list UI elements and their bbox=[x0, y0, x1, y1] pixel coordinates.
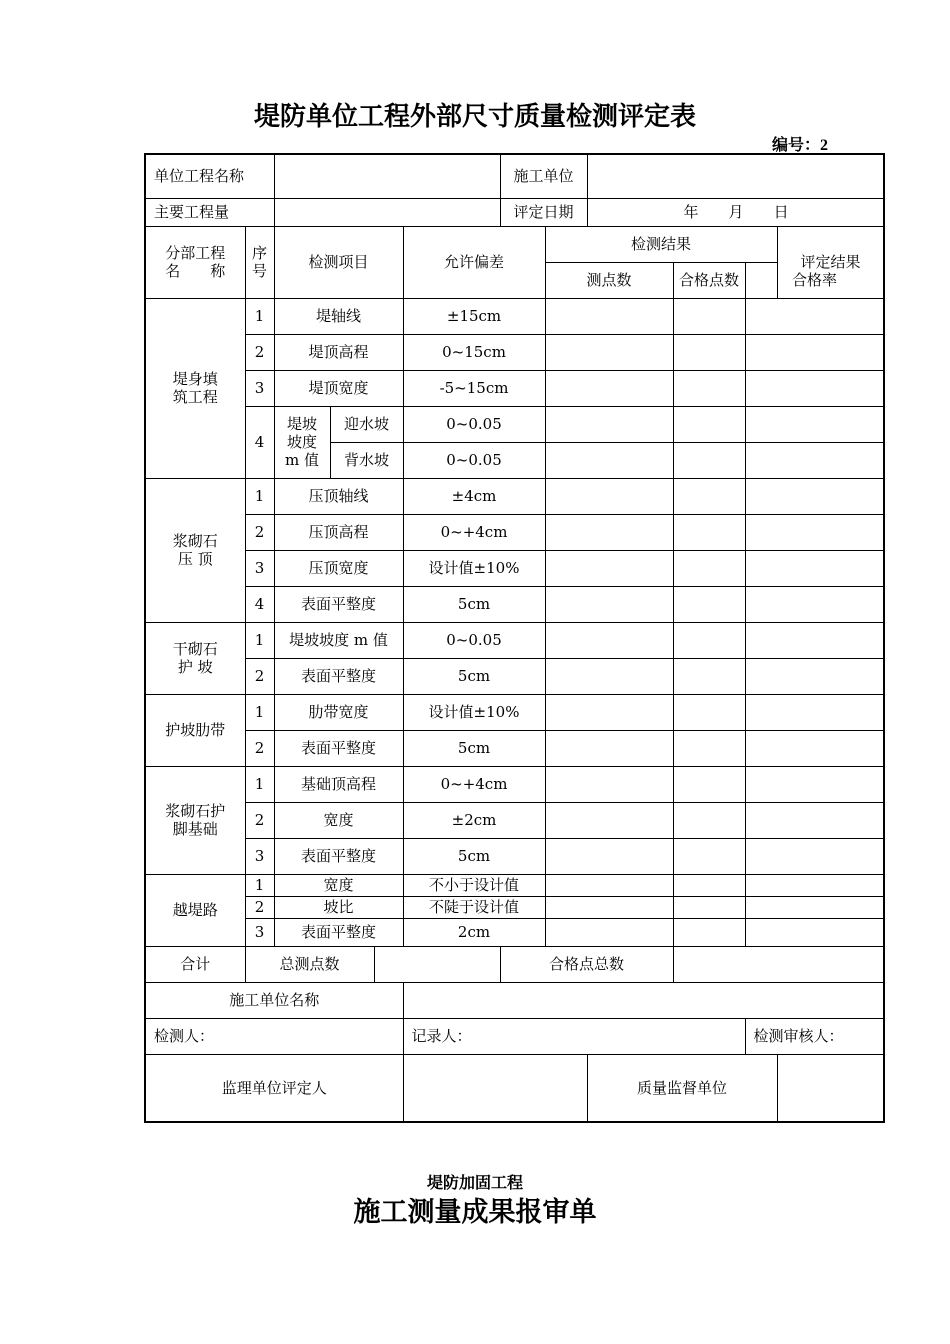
table-row bbox=[145, 622, 884, 658]
table-cell: 设计值±10% bbox=[403, 694, 545, 730]
table-cell: 2 bbox=[245, 334, 274, 370]
inspection-table bbox=[144, 153, 885, 1123]
table-cell-empty[interactable] bbox=[545, 514, 673, 550]
month-label: 月 bbox=[728, 203, 744, 221]
table-cell-empty[interactable] bbox=[673, 370, 745, 406]
supervisor-label: 监理单位评定人 bbox=[145, 1054, 403, 1122]
table-cell-empty[interactable] bbox=[545, 730, 673, 766]
table-cell-empty[interactable] bbox=[673, 550, 745, 586]
supervisor-field[interactable] bbox=[403, 1054, 587, 1122]
table-cell-empty[interactable] bbox=[673, 838, 745, 874]
unit-project-name-label: 单位工程名称 bbox=[145, 154, 274, 198]
table-cell-empty[interactable] bbox=[673, 730, 745, 766]
table-cell-empty[interactable] bbox=[745, 874, 884, 896]
table-row bbox=[145, 334, 884, 370]
table-cell: 压顶轴线 bbox=[274, 478, 403, 514]
sub-project-header: 分部工程 名 称 bbox=[145, 226, 245, 298]
table-cell-empty[interactable] bbox=[745, 478, 884, 514]
table-cell-empty[interactable] bbox=[745, 514, 884, 550]
table-cell: 表面平整度 bbox=[274, 658, 403, 694]
table-cell-empty[interactable] bbox=[673, 802, 745, 838]
table-cell: 2 bbox=[245, 896, 274, 918]
table-cell: ±4cm bbox=[403, 478, 545, 514]
table-cell-empty[interactable] bbox=[545, 838, 673, 874]
table-cell: 肋带宽度 bbox=[274, 694, 403, 730]
result-header: 检测结果 bbox=[545, 226, 777, 262]
table-row bbox=[145, 896, 884, 918]
table-cell-empty[interactable] bbox=[673, 514, 745, 550]
slope-m-value-label: 堤坡 坡度 m 值 bbox=[274, 406, 330, 478]
table-cell: 宽度 bbox=[274, 874, 403, 896]
table-cell: 基础顶高程 bbox=[274, 766, 403, 802]
table-cell: 5cm bbox=[403, 586, 545, 622]
points-header: 测点数 bbox=[545, 262, 673, 298]
table-cell: 2 bbox=[245, 514, 274, 550]
table-cell: 堤顶高程 bbox=[274, 334, 403, 370]
table-row bbox=[145, 918, 884, 946]
table-cell: 4 bbox=[245, 586, 274, 622]
table-cell-empty[interactable] bbox=[673, 478, 745, 514]
eval-result-header: 评定结果 bbox=[777, 226, 884, 298]
table-row bbox=[145, 874, 884, 896]
table-cell-empty[interactable] bbox=[545, 550, 673, 586]
table-cell: 5cm bbox=[403, 838, 545, 874]
table-cell-empty[interactable] bbox=[673, 334, 745, 370]
table-cell: 2cm bbox=[403, 918, 545, 946]
table-cell: 1 bbox=[245, 874, 274, 896]
unit-project-name-field[interactable] bbox=[274, 154, 500, 198]
table-cell: 5cm bbox=[403, 730, 545, 766]
main-quantity-field[interactable] bbox=[274, 198, 500, 226]
table-cell: 堤轴线 bbox=[274, 298, 403, 334]
table-cell: 3 bbox=[245, 838, 274, 874]
table-cell-empty[interactable] bbox=[545, 334, 673, 370]
table-cell-empty[interactable] bbox=[673, 442, 745, 478]
table-cell-empty[interactable] bbox=[545, 622, 673, 658]
table-cell-empty[interactable] bbox=[745, 622, 884, 658]
table-cell-empty[interactable] bbox=[545, 802, 673, 838]
construction-unit-field[interactable] bbox=[587, 154, 884, 198]
construction-unit-label: 施工单位 bbox=[500, 154, 587, 198]
table-cell: 不陡于设计值 bbox=[403, 896, 545, 918]
table-cell-empty[interactable] bbox=[673, 874, 745, 896]
table-row bbox=[145, 370, 884, 406]
table-cell: 压顶宽度 bbox=[274, 550, 403, 586]
page-title: 堤防单位工程外部尺寸质量检测评定表 bbox=[253, 102, 696, 132]
total-pass-label: 合格点总数 bbox=[500, 946, 673, 982]
quality-supervision-label: 质量监督单位 bbox=[587, 1054, 777, 1122]
table-cell: 2 bbox=[245, 730, 274, 766]
table-cell-empty[interactable] bbox=[745, 370, 884, 406]
table-row bbox=[145, 514, 884, 550]
contractor-name-field[interactable] bbox=[403, 982, 884, 1018]
table-cell-empty[interactable] bbox=[745, 896, 884, 918]
table-cell: 宽度 bbox=[274, 802, 403, 838]
table-cell: 0~0.05 bbox=[403, 442, 545, 478]
table-cell-empty[interactable] bbox=[545, 478, 673, 514]
table-cell-empty[interactable] bbox=[745, 694, 884, 730]
table-cell: 堤坡坡度 m 值 bbox=[274, 622, 403, 658]
table-cell-empty[interactable] bbox=[745, 730, 884, 766]
next-page-subtitle: 堤防加固工程 bbox=[426, 1173, 523, 1192]
table-cell-empty[interactable] bbox=[545, 918, 673, 946]
table-cell-empty[interactable] bbox=[673, 586, 745, 622]
table-row bbox=[145, 550, 884, 586]
tolerance-header: 允许偏差 bbox=[403, 226, 545, 298]
totals-row bbox=[145, 946, 884, 982]
eval-date-field[interactable] bbox=[587, 198, 884, 226]
table-cell-empty[interactable] bbox=[745, 838, 884, 874]
table-cell-empty[interactable] bbox=[673, 298, 745, 334]
group-name: 干砌石 护 坡 bbox=[145, 622, 245, 694]
table-cell: 背水坡 bbox=[330, 442, 403, 478]
table-cell: 4 bbox=[245, 406, 274, 478]
total-label: 合计 bbox=[145, 946, 245, 982]
table-cell-empty[interactable] bbox=[545, 766, 673, 802]
table-cell-empty[interactable] bbox=[545, 442, 673, 478]
table-cell: 堤顶宽度 bbox=[274, 370, 403, 406]
table-cell-empty[interactable] bbox=[745, 766, 884, 802]
recorder-field[interactable]: 记录人： bbox=[403, 1018, 745, 1054]
table-cell-empty[interactable] bbox=[745, 550, 884, 586]
group-name: 护坡肋带 bbox=[145, 694, 245, 766]
group-name: 浆砌石护 脚基础 bbox=[145, 766, 245, 874]
table-cell: 坡比 bbox=[274, 896, 403, 918]
inspector-field[interactable]: 检测人： bbox=[145, 1018, 403, 1054]
table-cell: 表面平整度 bbox=[274, 838, 403, 874]
table-cell: -5~15cm bbox=[403, 370, 545, 406]
table-cell-empty[interactable] bbox=[745, 406, 884, 442]
contractor-name-label: 施工单位名称 bbox=[145, 982, 403, 1018]
table-cell: 0~0.05 bbox=[403, 406, 545, 442]
table-cell: 表面平整度 bbox=[274, 918, 403, 946]
next-page-title: 施工测量成果报审单 bbox=[353, 1197, 597, 1228]
table-cell-empty[interactable] bbox=[745, 298, 884, 334]
table-cell: 0~+4cm bbox=[403, 514, 545, 550]
table-cell: 2 bbox=[245, 658, 274, 694]
table-cell: 3 bbox=[245, 550, 274, 586]
table-cell-empty[interactable] bbox=[745, 918, 884, 946]
table-cell-empty[interactable] bbox=[673, 896, 745, 918]
table-cell-empty[interactable] bbox=[545, 694, 673, 730]
table-cell-empty[interactable] bbox=[745, 334, 884, 370]
total-points-label: 总测点数 bbox=[245, 946, 374, 982]
table-cell-empty[interactable] bbox=[745, 658, 884, 694]
table-cell: 不小于设计值 bbox=[403, 874, 545, 896]
table-row bbox=[145, 802, 884, 838]
table-cell: ±15cm bbox=[403, 298, 545, 334]
table-cell-empty[interactable] bbox=[545, 658, 673, 694]
table-cell: 1 bbox=[245, 694, 274, 730]
seq-header: 序 号 bbox=[245, 226, 274, 298]
table-cell: 0~+4cm bbox=[403, 766, 545, 802]
table-cell-empty[interactable] bbox=[745, 442, 884, 478]
table-cell: 1 bbox=[245, 766, 274, 802]
table-cell-empty[interactable] bbox=[673, 694, 745, 730]
eval-date-label: 评定日期 bbox=[500, 198, 587, 226]
table-cell-empty[interactable] bbox=[545, 586, 673, 622]
pass-points-header: 合格点数 bbox=[673, 262, 745, 298]
table-cell: 3 bbox=[245, 918, 274, 946]
day-label: 日 bbox=[773, 203, 789, 221]
year-label: 年 bbox=[683, 203, 699, 221]
table-cell-empty[interactable] bbox=[673, 406, 745, 442]
table-cell-empty[interactable] bbox=[673, 766, 745, 802]
table-cell: 3 bbox=[245, 370, 274, 406]
group-name: 越堤路 bbox=[145, 874, 245, 946]
table-row bbox=[145, 766, 884, 802]
table-cell: 1 bbox=[245, 298, 274, 334]
table-cell: 0~15cm bbox=[403, 334, 545, 370]
table-cell-empty[interactable] bbox=[545, 896, 673, 918]
table-cell-empty[interactable] bbox=[673, 658, 745, 694]
table-row bbox=[145, 406, 884, 442]
table-cell: 迎水坡 bbox=[330, 406, 403, 442]
total-points-field[interactable] bbox=[374, 946, 500, 982]
table-row bbox=[145, 298, 884, 334]
table-cell: 设计值±10% bbox=[403, 550, 545, 586]
table-cell: 5cm bbox=[403, 658, 545, 694]
table-cell: 0~0.05 bbox=[403, 622, 545, 658]
quality-supervision-field[interactable] bbox=[777, 1054, 884, 1122]
table-cell: 表面平整度 bbox=[274, 730, 403, 766]
table-cell-empty[interactable] bbox=[745, 586, 884, 622]
doc-number-value: 2 bbox=[820, 137, 829, 154]
table-cell: 表面平整度 bbox=[274, 586, 403, 622]
main-quantity-label: 主要工程量 bbox=[145, 198, 274, 226]
table-row bbox=[145, 658, 884, 694]
table-cell-empty[interactable] bbox=[545, 406, 673, 442]
table-cell: 1 bbox=[245, 622, 274, 658]
table-cell: 压顶高程 bbox=[274, 514, 403, 550]
doc-number: 编号：2 bbox=[772, 135, 829, 154]
table-row bbox=[145, 694, 884, 730]
item-header: 检测项目 bbox=[274, 226, 403, 298]
pass-rate-header: 合格率 bbox=[745, 262, 884, 298]
table-cell-empty[interactable] bbox=[673, 918, 745, 946]
table-cell-empty[interactable] bbox=[673, 622, 745, 658]
table-row bbox=[145, 478, 884, 514]
table-row bbox=[145, 730, 884, 766]
reviewer-field[interactable]: 检测审核人： bbox=[745, 1018, 884, 1054]
table-cell: 2 bbox=[245, 802, 274, 838]
table-cell: ±2cm bbox=[403, 802, 545, 838]
table-row bbox=[145, 838, 884, 874]
group-name: 浆砌石 压 顶 bbox=[145, 478, 245, 622]
table-cell-empty[interactable] bbox=[745, 802, 884, 838]
table-cell-empty[interactable] bbox=[545, 370, 673, 406]
table-cell: 1 bbox=[245, 478, 274, 514]
table-cell-empty[interactable] bbox=[545, 298, 673, 334]
table-row bbox=[145, 586, 884, 622]
group-name: 堤身填 筑工程 bbox=[145, 298, 245, 478]
table-cell-empty[interactable] bbox=[545, 874, 673, 896]
total-pass-field[interactable] bbox=[673, 946, 884, 982]
